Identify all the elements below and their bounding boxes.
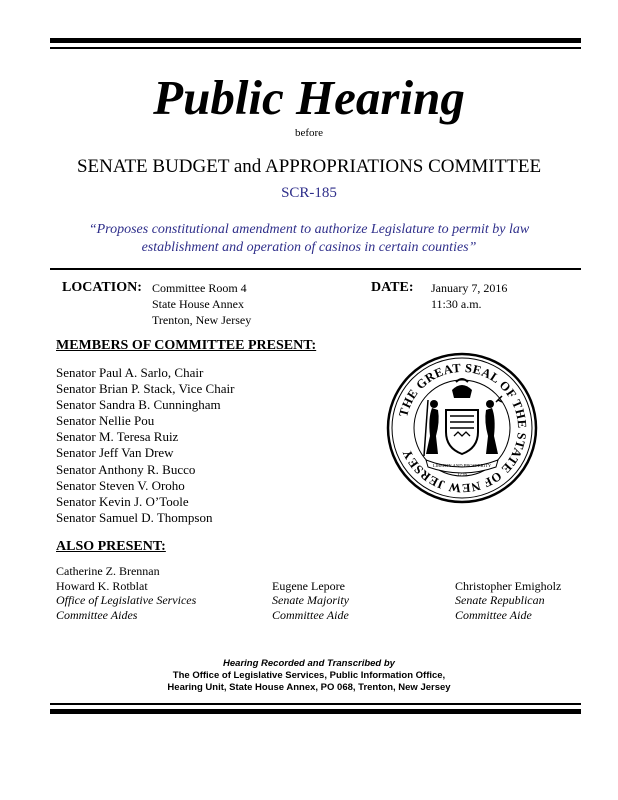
bill-description: [60, 221, 558, 257]
aide-office: Senate Majority: [272, 593, 349, 608]
member-item: Senator M. Teresa Ruiz: [56, 429, 179, 445]
bill-description-line: “Proposes constitutional amendment to authorize Legislature to permit by law: [88, 222, 530, 237]
committee-name: SENATE BUDGET and APPROPRIATIONS COMMITTEE: [76, 156, 542, 177]
aide-role: Committee Aide: [455, 607, 532, 622]
state-seal-icon: [386, 352, 538, 504]
footer-line: Hearing Unit, State House Annex, PO 068, Trenton, New Jersey: [167, 682, 451, 693]
member-item: Senator Steven V. Oroho: [56, 477, 185, 493]
member-item: Senator Anthony R. Bucco: [56, 461, 196, 477]
seal-ribbon-text: LIBERTY AND PROSPERITY: [432, 463, 492, 468]
transcription-note: [0, 658, 618, 694]
bottom-rule-thick: [50, 709, 581, 714]
seal-year-text: 1776: [457, 473, 467, 478]
date-line: January 7, 2016: [431, 281, 508, 295]
member-item: Senator Sandra B. Cunningham: [56, 397, 221, 413]
member-item: Senator Paul A. Sarlo, Chair: [56, 365, 204, 380]
members-list: [56, 365, 234, 526]
aide-role: Committee Aides: [56, 607, 138, 622]
top-rule-thick: [50, 38, 581, 43]
bill-number: SCR-185: [281, 185, 337, 201]
seal-outer-text: THE GREAT SEAL OF THE STATE OF NEW JERSEY: [396, 360, 530, 496]
top-rule-thin: [50, 47, 581, 49]
location-line: Committee Room 4: [152, 281, 247, 295]
member-item: Senator Samuel D. Thompson: [56, 509, 213, 525]
member-item: Senator Kevin J. O’Toole: [56, 493, 189, 509]
member-item: Senator Brian P. Stack, Vice Chair: [56, 381, 235, 397]
footer-line: The Office of Legislative Services, Public Information Office,: [172, 670, 446, 681]
location-label: LOCATION:: [62, 280, 142, 295]
members-heading: MEMBERS OF COMMITTEE PRESENT:: [56, 338, 317, 353]
footer-line: Hearing Recorded and Transcribed by: [223, 658, 395, 669]
before-label: before: [294, 127, 324, 139]
bill-description-line: establishment and operation of casinos in certain counties”: [141, 240, 477, 255]
aide-name: Christopher Emigholz: [455, 578, 562, 593]
page-title: Public Hearing: [153, 70, 465, 125]
aide-name: Howard K. Rotblat: [56, 578, 148, 593]
aide-group: [272, 579, 349, 623]
aide-name: Catherine Z. Brennan: [56, 564, 160, 578]
aide-name: Eugene Lepore: [272, 578, 345, 593]
aide-office: Senate Republican: [455, 593, 545, 608]
date-block: [431, 280, 507, 312]
member-item: Senator Nellie Pou: [56, 413, 155, 429]
aide-role: Committee Aide: [272, 607, 349, 622]
aide-group: [56, 564, 196, 622]
bottom-rule-thin: [50, 703, 581, 705]
aide-office: Office of Legislative Services: [56, 593, 197, 608]
date-line: 11:30 a.m.: [431, 297, 482, 311]
section-divider: [50, 268, 581, 270]
location-line: State House Annex: [152, 297, 244, 311]
location-block: [152, 280, 251, 328]
aide-group: [455, 579, 561, 623]
also-present-heading: ALSO PRESENT:: [56, 539, 166, 554]
date-label: DATE:: [371, 280, 414, 295]
member-item: Senator Jeff Van Drew: [56, 445, 174, 461]
location-line: Trenton, New Jersey: [152, 313, 252, 327]
